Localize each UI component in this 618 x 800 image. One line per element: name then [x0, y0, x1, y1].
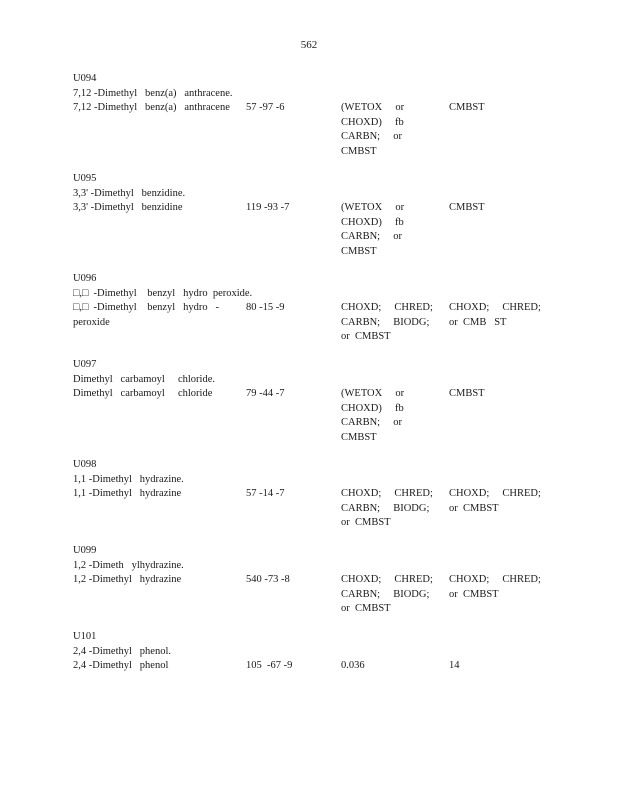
wastewater-standard [341, 201, 441, 259]
entry-heading: 3,3' -Dimethyl benzidine. [73, 187, 186, 199]
standard-line: CHOXD; CHRED; [341, 574, 433, 585]
waste-code: U098 [73, 459, 97, 470]
standard-line: CHOXD; CHRED; [341, 488, 433, 499]
wastewater-standard [341, 387, 441, 445]
standard-line: (WETOX or [341, 102, 405, 113]
standard-line: (WETOX or [341, 202, 405, 213]
standard-line: CARBN; BIODG; [341, 588, 430, 600]
constituent-name: peroxide [73, 316, 110, 328]
waste-code: U101 [73, 631, 97, 642]
entry-heading: 1,1 -Dimethyl hydrazine. [73, 473, 184, 485]
standard-line: CHOXD; CHRED; [449, 302, 541, 313]
waste-entry [73, 72, 593, 157]
nonwastewater-standard [449, 487, 549, 516]
waste-entry [73, 172, 593, 257]
waste-entry [73, 544, 593, 614]
cas-number: 57 -97 -6 [246, 102, 285, 113]
waste-entry [73, 272, 593, 342]
standard-line: CARBN; or [341, 417, 402, 428]
wastewater-standard [341, 573, 441, 617]
wastewater-standard [341, 659, 441, 674]
waste-code: U094 [73, 73, 97, 84]
cas-number: 80 -15 -9 [246, 302, 285, 313]
entry-heading: 2,4 -Dimethyl phenol. [73, 645, 171, 657]
wastewater-standard [341, 487, 441, 531]
standard-line: CARBN; BIODG; [341, 316, 430, 328]
standard-line: or CMBST [341, 331, 391, 342]
nonwastewater-standard [449, 101, 549, 116]
entry-heading: Dimethyl carbamoyl chloride. [73, 373, 216, 385]
standard-line: or CMBST [341, 517, 391, 528]
entry-heading: □,□ -Dimethyl benzyl hydro peroxide. [73, 287, 253, 299]
standard-line: CHOXD; CHRED; [341, 302, 433, 313]
page-number: 562 [300, 39, 318, 51]
waste-code: U097 [73, 359, 97, 370]
standard-line: CMBST [449, 202, 485, 213]
cas-number: 119 -93 -7 [246, 202, 290, 213]
waste-code: U099 [73, 545, 97, 556]
standard-line: CMBST [341, 145, 377, 157]
entry-heading: 7,12 -Dimethyl benz(a) anthracene. [73, 87, 233, 99]
standard-line: 14 [449, 660, 460, 671]
cas-number: 540 -73 -8 [246, 574, 290, 585]
constituent-name: 1,1 -Dimethyl hydrazine [73, 488, 182, 499]
waste-code: U096 [73, 273, 97, 284]
standard-line: CMBST [341, 431, 377, 443]
wastewater-standard [341, 301, 441, 345]
wastewater-standard [341, 101, 441, 159]
constituent-name: 3,3' -Dimethyl benzidine [73, 202, 183, 213]
nonwastewater-standard [449, 387, 549, 402]
standard-line: CMBST [449, 102, 485, 113]
standard-line: CMBST [449, 388, 485, 399]
standard-line: or CMBST [449, 502, 499, 514]
standard-line: or CMBST [341, 603, 391, 614]
standard-line: or CMBST [449, 588, 499, 600]
standard-line: (WETOX or [341, 388, 405, 399]
waste-entry [73, 458, 593, 528]
nonwastewater-standard [449, 573, 549, 602]
standard-line: CARBN; or [341, 231, 402, 242]
waste-entry [73, 358, 593, 443]
standard-line: 0.036 [341, 660, 365, 671]
cas-number: 57 -14 -7 [246, 488, 285, 499]
standard-line: CHOXD) fb [341, 116, 404, 128]
constituent-name: 1,2 -Dimethyl hydrazine [73, 574, 182, 585]
standard-line: CHOXD) fb [341, 402, 404, 414]
cas-number: 105 -67 -9 [246, 660, 293, 671]
standard-line: CARBN; or [341, 131, 402, 142]
constituent-name: Dimethyl carbamoyl chloride [73, 388, 213, 399]
nonwastewater-standard [449, 201, 549, 216]
standard-line: CHOXD) fb [341, 216, 404, 228]
nonwastewater-standard [449, 659, 549, 674]
nonwastewater-standard [449, 301, 549, 330]
cas-number: 79 -44 -7 [246, 388, 285, 399]
waste-entry [73, 630, 593, 671]
constituent-name: 7,12 -Dimethyl benz(a) anthracene [73, 102, 230, 113]
entry-heading: 1,2 -Dimeth ylhydrazine. [73, 559, 184, 571]
constituent-name: □,□ -Dimethyl benzyl hydro - [73, 302, 219, 313]
standard-line: CHOXD; CHRED; [449, 574, 541, 585]
standard-line: CARBN; BIODG; [341, 502, 430, 514]
standard-line: CMBST [341, 245, 377, 257]
standard-line: or CMB ST [449, 316, 507, 328]
standard-line: CHOXD; CHRED; [449, 488, 541, 499]
waste-code: U095 [73, 173, 97, 184]
constituent-name: 2,4 -Dimethyl phenol [73, 660, 169, 671]
